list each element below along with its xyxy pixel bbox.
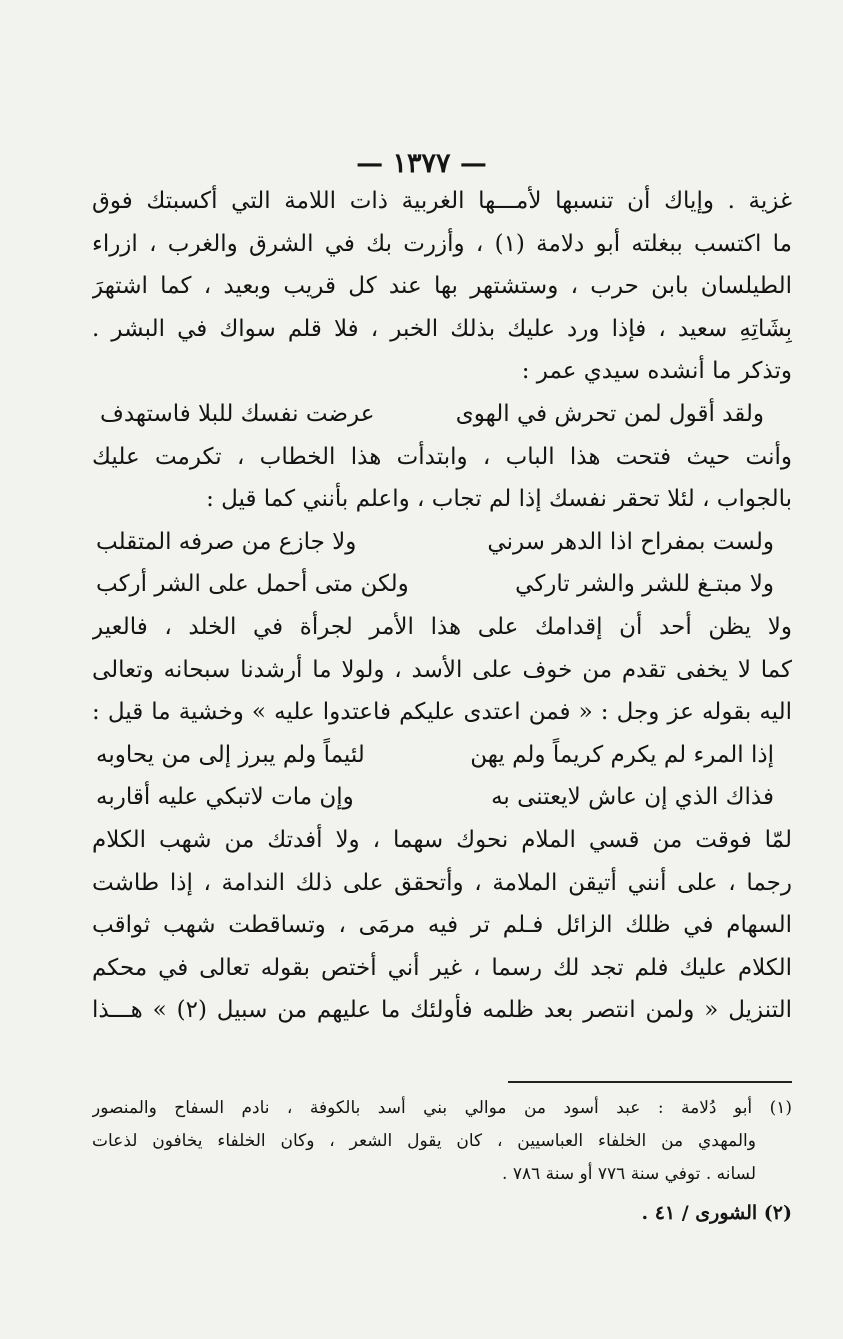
text-line: وأنت حيث فتحت هذا الباب ، وابتدأت هذا الخطاب ، تكرمت عليك (92, 443, 792, 470)
verse-line (92, 776, 792, 819)
footnotes (92, 1092, 792, 1230)
text-line: اليه بقوله عز وجل : « فمن اعتدى عليكم فاعتدوا عليه » وخشية ما قيل : (92, 699, 792, 726)
footnote-line: لسانه . توفي سنة ٧٧٦ أو سنة ٧٨٦ . (502, 1164, 756, 1184)
verse-line (92, 563, 792, 606)
text-line: الطيلسان بابن حرب ، وستشتهر بها عند كل قريب وبعيد ، كما اشتهرَ (92, 273, 792, 300)
text-line: وتذكر ما أنشده سيدي عمر : (521, 358, 792, 385)
verse-line (92, 393, 792, 436)
text-line: رجما ، على أنني أتيقن الملامة ، وأتحقق على ذلك الندامة ، إذا طاشت (92, 869, 792, 896)
text-line: بِشَاتِهِ سعيد ، فإذا ورد عليك بذلك الخبر ، فلا قلم سواك في البشر . (92, 315, 792, 342)
verse-line (92, 734, 792, 777)
text-line: لمّا فوقت من قسي الملام نحوك سهما ، ولا أفدتك من شهب الكلام (92, 826, 792, 853)
verse-second-hemistich: ولا جازع من صرفه المتقلب (96, 528, 357, 555)
verse-second-hemistich: عرضت نفسك للبلا فاستهدف (100, 400, 375, 427)
verse-line (92, 521, 792, 564)
text-line: السهام في ظلك الزائل فـلم تر فيه مرمَى ، وتساقطت شهب ثواقب (92, 912, 792, 939)
verse-second-hemistich: ولكن متى أحمل على الشر أركب (96, 571, 409, 598)
text-line: كما لا يخفى تقدم من خوف على الأسد ، ولولا ما أرشدنا سبحانه وتعالى (92, 656, 792, 683)
page-number: — ١٣٧٧ — (356, 148, 487, 179)
text-line: غزية . وإياك أن تنسبها لأمـــها الغربية ذات اللامة التي أكسبتك فوق (92, 188, 792, 214)
verse-first-hemistich: إذا المرء لم يكرم كريماً ولم يهن (470, 741, 774, 768)
footnote-divider (508, 1081, 792, 1083)
verse-second-hemistich: وإن مات لاتبكي عليه أقاربه (96, 784, 354, 811)
text-line: ما اكتسب ببغلته أبو دلامة (١) ، وأزرت بك في الشرق والغرب ، ازراء (92, 230, 792, 257)
text-line: بالجواب ، لئلا تحقر نفسك إذا لم تجاب ، واعلم بأنني كما قيل : (206, 486, 792, 513)
verse-first-hemistich: ولست بمفراح اذا الدهر سرني (487, 528, 774, 555)
footnote-line: والمهدي من الخلفاء العباسيين ، كان يقول الشعر ، وكان الخلفاء يخافون لذعات (92, 1131, 756, 1151)
footnote-line: (١) أبو دُلامة : عبد أسود من موالي بني أسد بالكوفة ، نادم السفاح والمنصور (92, 1098, 792, 1118)
footnote-line: (٢) الشورى / ٤١ . (641, 1202, 792, 1224)
verse-first-hemistich: ولا مبتـغ للشر والشر تاركي (515, 571, 774, 598)
verse-first-hemistich: ولقد أقول لمن تحرش في الهوى (455, 400, 764, 427)
text-line: ولا يظن أحد أن إقدامك على هذا الأمر لجرأة في الخلد ، فالعير (92, 613, 792, 640)
text-line: التنزيل « ولمن انتصر بعد ظلمه فأولئك ما عليهم من سبيل (٢) » هـــذا (92, 997, 792, 1024)
main-text (92, 180, 792, 1032)
verse-second-hemistich: لئيماً ولم يبرز إلى من يحاوبه (96, 741, 365, 768)
text-line: الكلام عليك فلم تجد لك رسما ، غير أني أختص بقوله تعالى في محكم (92, 954, 792, 981)
verse-first-hemistich: فذاك الذي إن عاش لايعتنى به (491, 784, 774, 811)
